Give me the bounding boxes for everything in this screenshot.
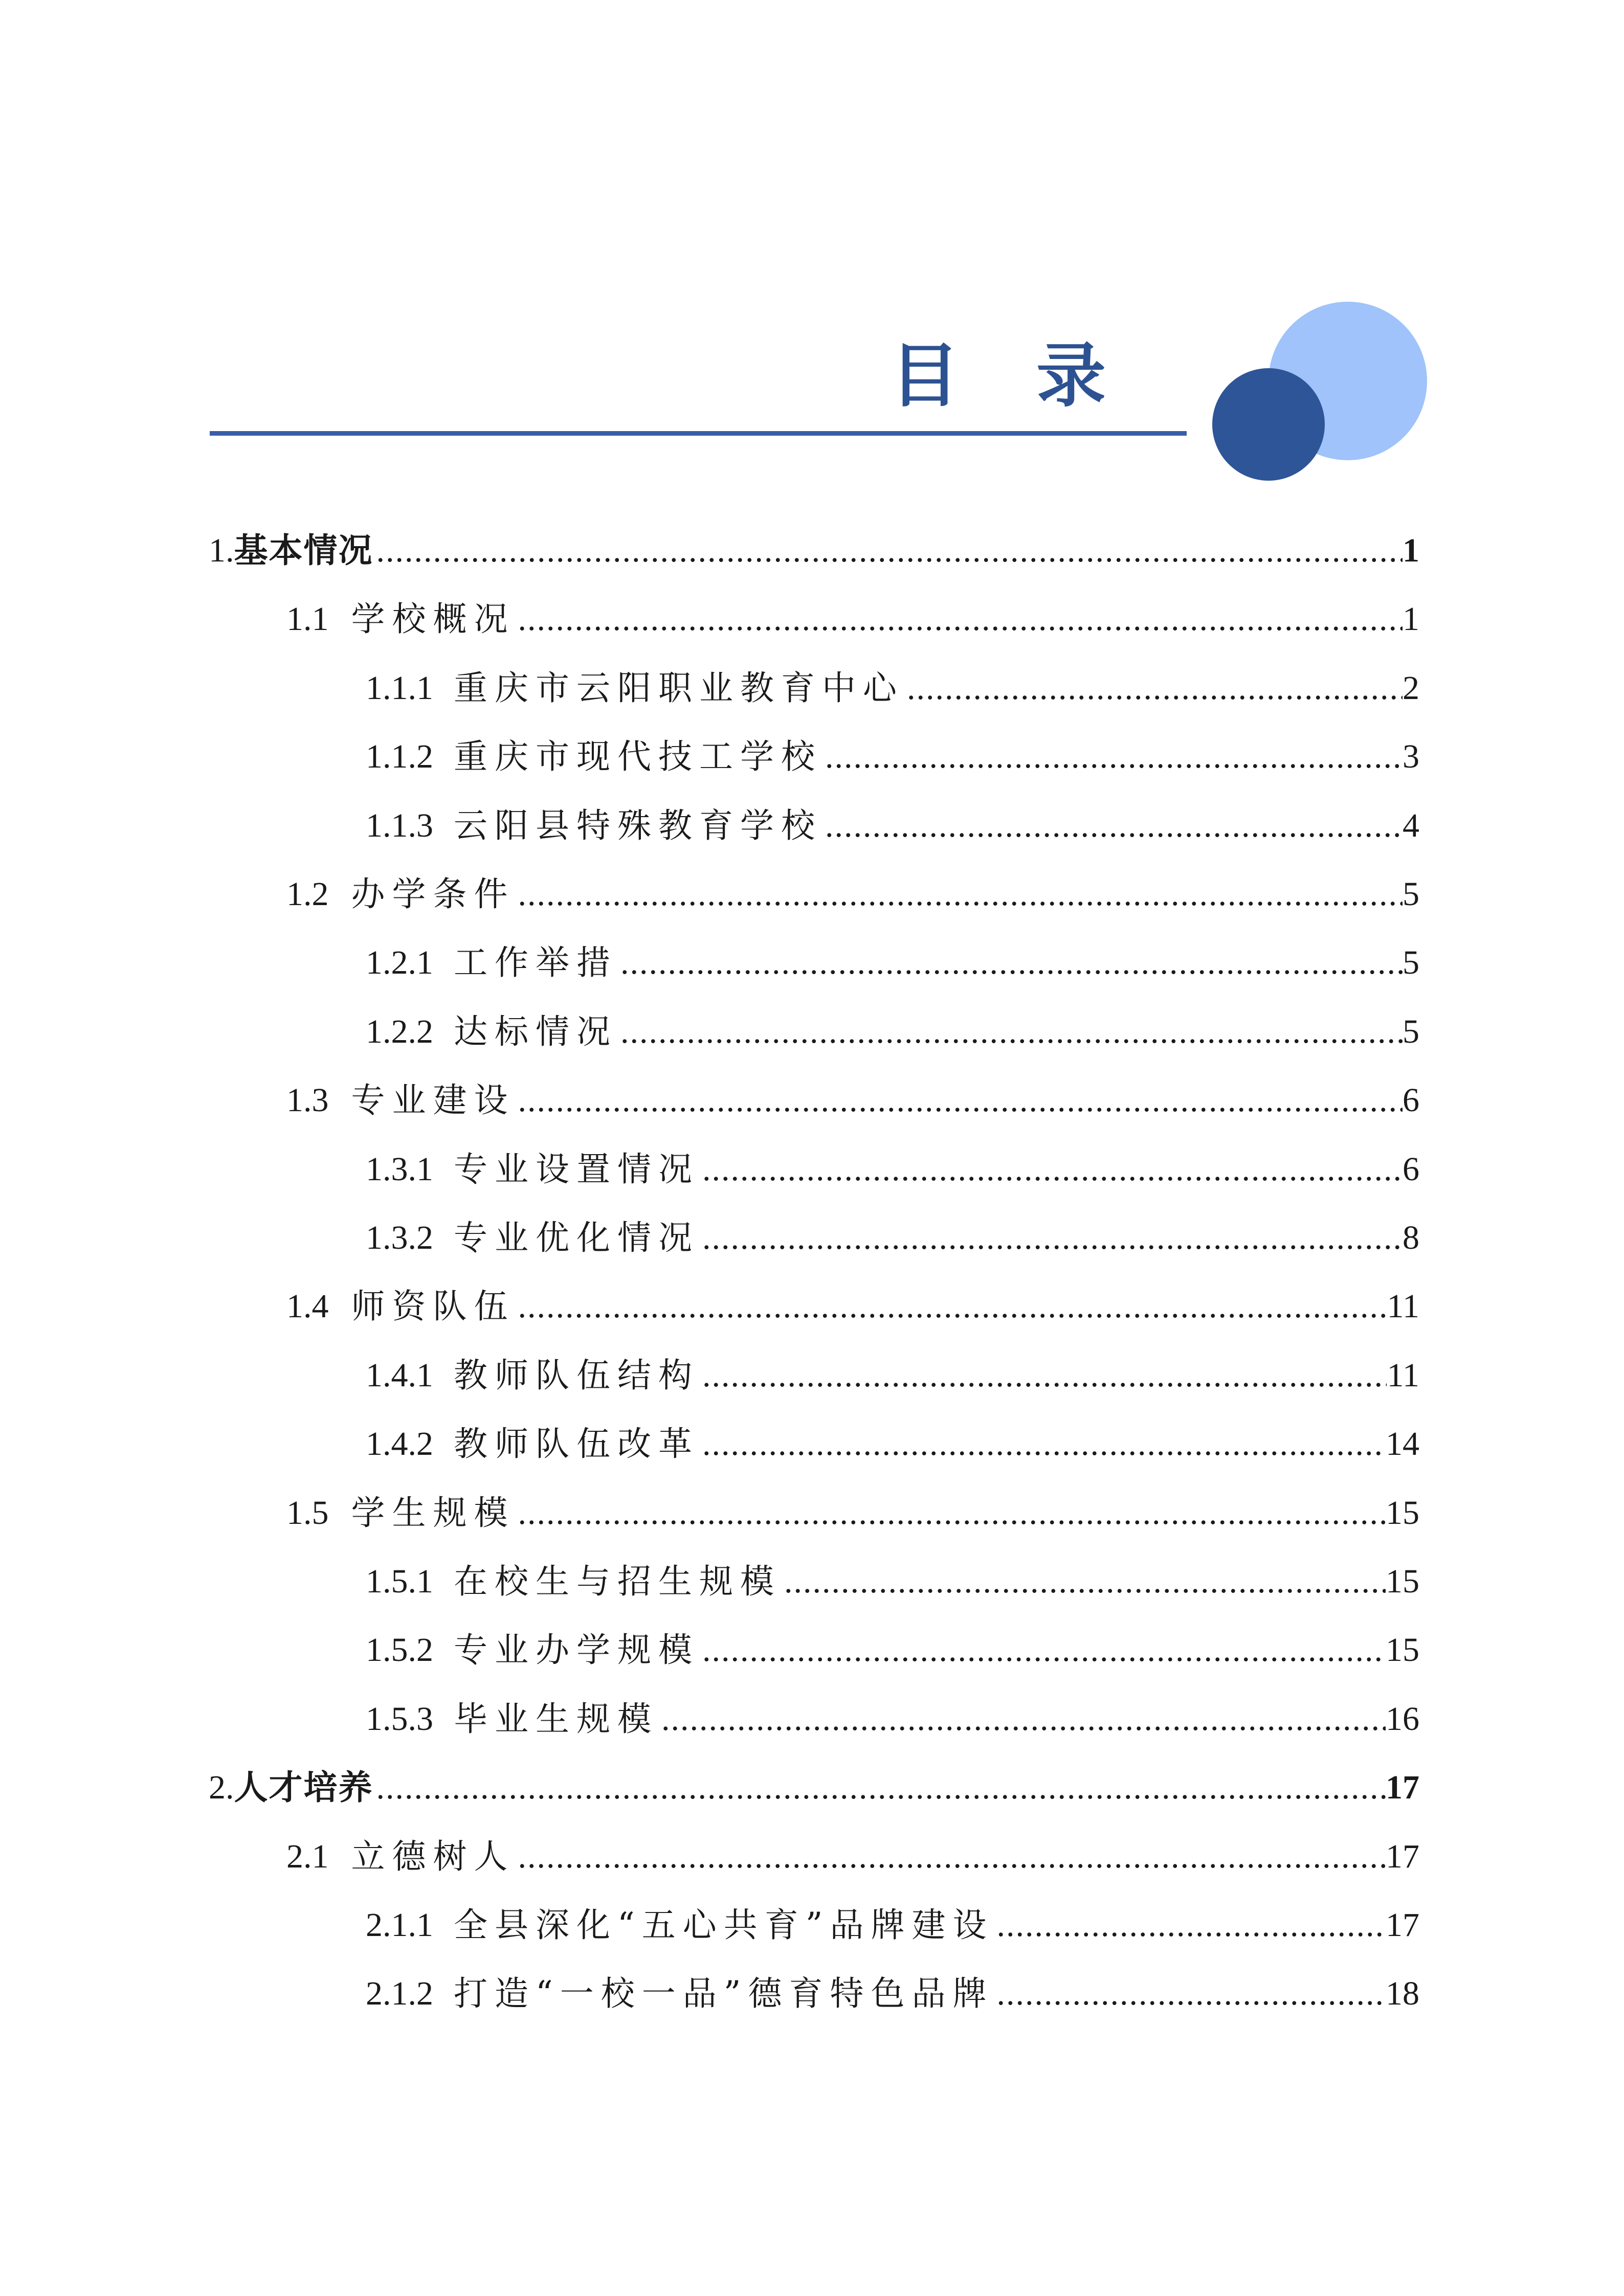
toc-entry-title: 专业办学规模 (454, 1630, 699, 1670)
toc-leader-dots (699, 1153, 1403, 1186)
toc-entry-title: 在校生与招生规模 (454, 1562, 781, 1601)
toc-leader-dots (699, 1427, 1386, 1461)
title-underline (210, 431, 1187, 436)
toc-entry-title: 学校概况 (351, 599, 515, 639)
toc-entry-number: 1.2 (286, 875, 329, 913)
toc-entry[interactable] (366, 1547, 1419, 1599)
toc-entry-title: 办学条件 (351, 874, 515, 914)
toc-entry-number: 1.4.1 (366, 1356, 433, 1394)
toc-entry[interactable] (209, 516, 1419, 568)
toc-entry[interactable] (366, 1341, 1419, 1395)
toc-leader-dots (515, 602, 1403, 636)
toc-leader-dots (658, 1702, 1386, 1736)
toc-entry-title: 立德树人 (351, 1836, 515, 1876)
toc-leader-dots (699, 1359, 1387, 1392)
toc-entry-number: 1.1.1 (366, 669, 433, 707)
toc-leader-dots (515, 1290, 1387, 1323)
toc-entry-title: 学生规模 (351, 1493, 515, 1533)
toc-leader-dots (617, 946, 1403, 980)
toc-entry[interactable] (286, 585, 1419, 639)
toc-entry[interactable] (366, 723, 1419, 777)
toc-entry-number: 1.1.3 (366, 806, 433, 844)
toc-entry-number: 2.1.2 (366, 1975, 433, 2013)
toc-page-number: 2 (1403, 669, 1419, 707)
toc-entry-number: 2.1.1 (366, 1906, 433, 1944)
toc-entry[interactable] (286, 1822, 1419, 1874)
toc-entry-title: 人才培养 (234, 1768, 373, 1808)
toc-leader-dots (993, 1977, 1386, 2011)
toc-entry-title: 师资队伍 (351, 1287, 515, 1326)
toc-entry[interactable] (366, 998, 1419, 1049)
toc-leader-dots (781, 1565, 1386, 1599)
toc-entry-number: 1.2.1 (366, 944, 433, 982)
toc-entry[interactable] (366, 1685, 1419, 1739)
toc-page-number: 17 (1386, 1837, 1419, 1875)
toc-entry[interactable] (286, 860, 1419, 914)
toc-entry[interactable] (366, 929, 1419, 983)
toc-entry-title: 教师队伍改革 (454, 1424, 699, 1464)
toc-page-number: 5 (1403, 875, 1419, 913)
toc-entry-title: 专业建设 (351, 1081, 515, 1120)
toc-leader-dots (904, 671, 1403, 705)
toc-entry[interactable] (286, 1479, 1419, 1533)
toc-entry-title: 工作举措 (454, 943, 617, 983)
toc-entry-number: 1.4.2 (366, 1425, 433, 1463)
toc-entry-title: 基本情况 (234, 531, 373, 570)
toc-leader-dots (515, 1840, 1386, 1874)
toc-entry-number: 1.5.1 (366, 1563, 433, 1600)
toc-page-number: 11 (1387, 1356, 1419, 1394)
page-title: 目录 (890, 336, 1183, 417)
toc-leader-dots (993, 1908, 1386, 1942)
toc-entry-title: 重庆市云阳职业教育中心 (454, 668, 904, 708)
toc-leader-dots (373, 534, 1403, 568)
toc-entry-number: 1.1.2 (366, 738, 433, 776)
toc-entry[interactable] (366, 1891, 1419, 1945)
toc-entry[interactable] (366, 1204, 1419, 1255)
toc-leader-dots (515, 1084, 1403, 1117)
toc-page-number: 4 (1403, 806, 1419, 844)
toc-entry-number: 1.1 (286, 600, 329, 638)
toc-entry-title: 重庆市现代技工学校 (454, 737, 822, 777)
toc-entry-title: 毕业生规模 (454, 1699, 658, 1739)
toc-page-number: 16 (1386, 1700, 1419, 1738)
toc-entry-number: 2. (209, 1769, 234, 1807)
toc-page-number: 15 (1386, 1563, 1419, 1600)
toc-page-number: 5 (1403, 1012, 1419, 1050)
toc-leader-dots (699, 1221, 1403, 1255)
toc-entry-title: 云阳县特殊教育学校 (454, 805, 822, 845)
toc-entry-title: 打造“一校一品”德育特色品牌 (454, 1974, 994, 2014)
toc-page-number: 15 (1386, 1631, 1419, 1669)
toc-entry-number: 1.5.2 (366, 1631, 433, 1669)
toc-page-number: 17 (1386, 1906, 1419, 1944)
toc-leader-dots (515, 1496, 1386, 1530)
toc-page-number: 3 (1403, 738, 1419, 776)
toc-entry[interactable] (286, 1272, 1419, 1326)
toc-leader-dots (373, 1771, 1386, 1805)
decorative-circle-dark (1212, 368, 1325, 481)
toc-leader-dots (617, 1015, 1403, 1049)
toc-entry-number: 1.2.2 (366, 1012, 433, 1050)
toc-leader-dots (515, 877, 1403, 911)
toc-page-number: 8 (1403, 1219, 1419, 1256)
toc-entry[interactable] (366, 654, 1419, 708)
toc-entry[interactable] (366, 1135, 1419, 1189)
toc-entry[interactable] (366, 792, 1419, 843)
toc-page-number: 14 (1386, 1425, 1419, 1463)
toc-entry-title: 专业优化情况 (454, 1218, 699, 1257)
toc-entry-number: 1.3.1 (366, 1150, 433, 1188)
toc-entry[interactable] (366, 1616, 1419, 1670)
toc-page-number: 1 (1403, 532, 1419, 569)
toc-entry[interactable] (286, 1066, 1419, 1120)
toc-entry-title: 全县深化“五心共育”品牌建设 (454, 1905, 994, 1945)
toc-entry-number: 1. (209, 532, 234, 569)
toc-entry-number: 1.4 (286, 1288, 329, 1325)
toc-entry-title: 达标情况 (454, 1011, 617, 1051)
toc-entry-number: 1.3 (286, 1082, 329, 1119)
toc-entry-number: 2.1 (286, 1837, 329, 1875)
toc-entry-number: 1.5.3 (366, 1700, 433, 1738)
toc-entry[interactable] (366, 1410, 1419, 1464)
toc-page-number: 6 (1403, 1150, 1419, 1188)
toc-page-number: 5 (1403, 944, 1419, 982)
toc-leader-dots (822, 809, 1403, 843)
toc-page-number: 17 (1386, 1769, 1419, 1807)
toc-entry[interactable] (209, 1753, 1419, 1808)
toc-page-number: 1 (1403, 600, 1419, 638)
toc-entry-number: 1.5 (286, 1494, 329, 1532)
toc-entry-title: 专业设置情况 (454, 1149, 699, 1189)
toc-leader-dots (699, 1633, 1386, 1667)
toc-page-number: 15 (1386, 1494, 1419, 1532)
toc-entry-title: 教师队伍结构 (454, 1355, 699, 1395)
toc-entry[interactable] (366, 1960, 1419, 2014)
toc-page-number: 6 (1403, 1082, 1419, 1119)
toc-page-number: 11 (1387, 1288, 1419, 1325)
toc-page-number: 18 (1386, 1975, 1419, 2013)
toc-leader-dots (822, 740, 1403, 774)
toc-entry-number: 1.3.2 (366, 1219, 433, 1256)
